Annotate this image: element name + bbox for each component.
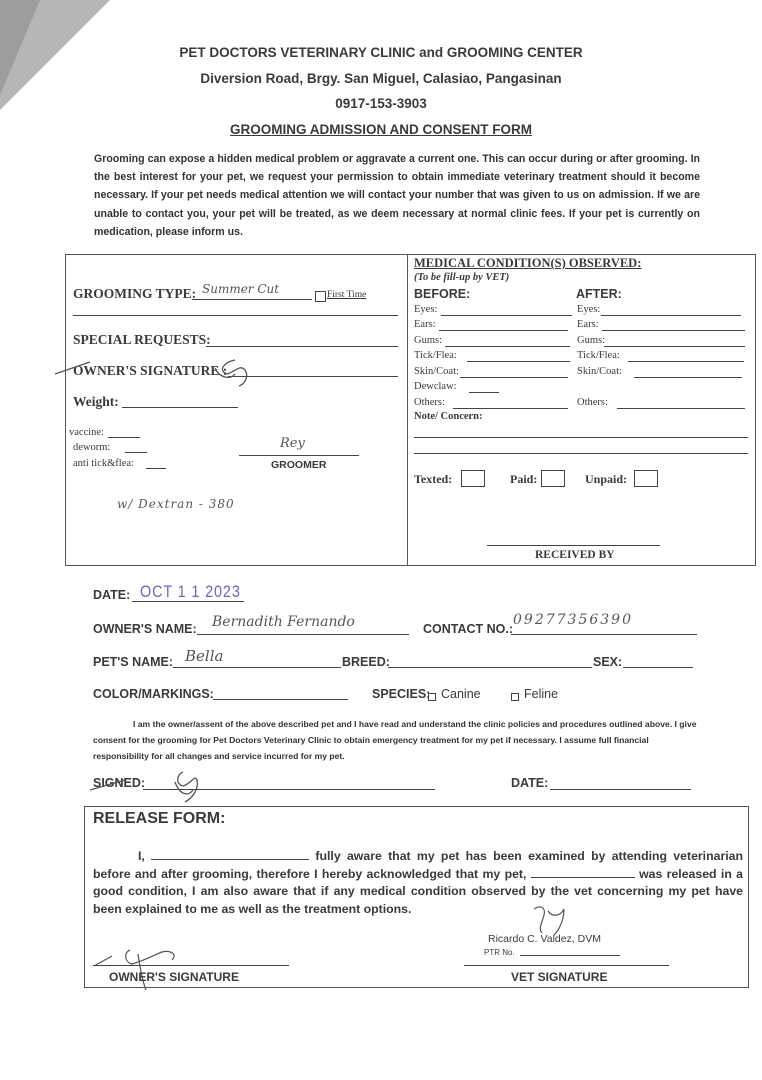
unpaid-label: Unpaid: xyxy=(585,472,628,486)
note-line-2 xyxy=(414,453,748,454)
pet-name-value: Bella xyxy=(185,647,224,665)
after-item-line xyxy=(628,361,744,362)
after-item-line xyxy=(601,315,741,316)
pet-name-line xyxy=(173,667,341,668)
before-item-line xyxy=(469,392,499,393)
owner-release-line xyxy=(93,965,289,966)
first-time-checkbox[interactable] xyxy=(315,288,326,306)
release-text-1: I, xyxy=(138,849,145,863)
after-label: AFTER: xyxy=(576,287,622,301)
weight-label: Weight: xyxy=(73,394,119,409)
before-item-label: Skin/Coat: xyxy=(414,366,459,377)
release-text-3: was released in a good condition, I am also aware that if any medical condition observed by the vet concerning my pet have been explained to me as well as the treatment options. xyxy=(93,866,743,916)
paid-label: Paid: xyxy=(510,472,538,486)
date2-label: DATE: xyxy=(511,776,549,790)
before-item-label: Others: xyxy=(414,397,445,408)
owner-name-value: Bernadith Fernando xyxy=(212,614,355,630)
vaccine-label: vaccine: xyxy=(69,427,104,438)
grooming-note: w/ Dextran - 380 xyxy=(117,497,235,511)
first-time-label: First Time xyxy=(327,290,367,300)
before-item-line xyxy=(453,408,568,409)
vet-sig-line xyxy=(464,965,669,966)
release-paragraph xyxy=(93,848,743,918)
grooming-extra-line xyxy=(73,315,398,316)
ptr-line xyxy=(520,955,620,956)
signed-label: SIGNED: xyxy=(93,776,146,790)
before-item-label: Dewclaw: xyxy=(414,381,457,392)
groomer-line xyxy=(239,455,359,456)
groomer-name: Rey xyxy=(280,436,305,451)
after-item-label: Others: xyxy=(577,397,608,408)
date-label: DATE: xyxy=(93,588,131,602)
special-requests-line xyxy=(206,346,398,347)
breed-line xyxy=(388,667,592,668)
release-pet-blank xyxy=(531,877,635,878)
medical-subtitle: (To be fill-up by VET) xyxy=(414,272,510,283)
anti-tick-line xyxy=(146,468,166,469)
vaccine-line xyxy=(108,437,140,438)
after-item-line xyxy=(617,408,745,409)
after-item-label: Tick/Flea: xyxy=(577,350,620,361)
received-by-label: RECEIVED BY xyxy=(535,549,615,561)
ptr-label: PTR No. xyxy=(484,948,515,957)
after-item-label: Gums: xyxy=(577,335,606,346)
breed-label: BREED: xyxy=(342,655,390,669)
release-title: RELEASE FORM: xyxy=(93,810,226,827)
form-title: GROOMING ADMISSION AND CONSENT FORM xyxy=(230,122,532,137)
paid-checkbox[interactable] xyxy=(541,470,565,487)
intro-paragraph: Grooming can expose a hidden medical problem or aggravate a current one. This can occur during or after grooming. In the best interest for your pet, we request your permission to obtain immediate veterinary treatment should it become necessary. If your pet needs medical attention we will contact your number that was given to us on admission. If we are unable to contact you, your pet will be treated, as we deem necessary at normal clinic fees. If your pet is currently on medication, please inform us. xyxy=(94,153,700,238)
anti-tick-label: anti tick&flea: xyxy=(73,458,134,469)
owner-signature-label: OWNER'S SIGNATURE : xyxy=(73,363,228,378)
clinic-address: Diversion Road, Brgy. San Miguel, Calasiao, Pangasinan xyxy=(200,71,562,86)
canine-checkbox[interactable] xyxy=(428,688,436,706)
owner-signature-scribble xyxy=(50,352,270,392)
vet-sig-label: VET SIGNATURE xyxy=(511,970,608,984)
weight-line xyxy=(122,407,238,408)
contact-value: 09277356390 xyxy=(513,612,633,628)
before-item-label: Ears: xyxy=(414,319,436,330)
medical-title: MEDICAL CONDITION(S) OBSERVED: xyxy=(414,256,642,270)
after-item-line xyxy=(604,346,745,347)
sex-label: SEX: xyxy=(593,655,623,669)
before-item-line xyxy=(467,361,570,362)
owner-name-label: OWNER'S NAME: xyxy=(93,622,197,636)
consent-paragraph: I am the owner/assent of the above described pet and I have read and understand the clinic policies and procedures outlined above. I give consent for the grooming for Pet Doctors Veterinary Clinic to obtain emergency treatment for my pet if necessary. I assume full financial responsibility for all changes and service incurred for my pet. xyxy=(93,719,697,761)
feline-checkbox[interactable] xyxy=(511,688,519,706)
received-by-line xyxy=(487,545,660,546)
before-item-line xyxy=(460,377,568,378)
special-requests-label: SPECIAL REQUESTS: xyxy=(73,332,211,347)
note-line-1 xyxy=(414,437,748,438)
after-item-label: Eyes: xyxy=(577,304,601,315)
after-item-line xyxy=(634,377,742,378)
grooming-type-value: Summer Cut xyxy=(202,282,280,296)
contact-label: CONTACT NO.: xyxy=(423,622,514,636)
before-item-label: Eyes: xyxy=(414,304,438,315)
clinic-name: PET DOCTORS VETERINARY CLINIC and GROOMING CENTER xyxy=(179,45,583,60)
before-item-line xyxy=(441,315,572,316)
texted-label: Texted: xyxy=(414,472,453,486)
signed-signature xyxy=(85,762,225,807)
sex-line xyxy=(623,667,693,668)
release-text-2: fully aware that my pet has been examined by attending veterinarian before and after grooming, therefore I hereby acknowledged that my pet, xyxy=(93,849,744,881)
owner-sig-label: OWNER'S SIGNATURE xyxy=(109,970,239,984)
after-item-line xyxy=(602,330,745,331)
date-stamp: OCT 1 1 2023 xyxy=(140,582,241,601)
canine-label: Canine xyxy=(441,687,481,701)
date2-line xyxy=(550,789,691,790)
grooming-type-line xyxy=(192,299,312,300)
texted-checkbox[interactable] xyxy=(461,470,485,487)
unpaid-checkbox[interactable] xyxy=(634,470,658,487)
vet-name: Ricardo C. Valdez, DVM xyxy=(488,933,602,945)
owner-release-signature xyxy=(90,940,200,995)
note-concern-label: Note/ Concern: xyxy=(414,411,483,422)
after-item-label: Ears: xyxy=(577,319,599,330)
species-label: SPECIES: xyxy=(372,687,431,701)
deworm-line xyxy=(125,452,147,453)
before-item-line xyxy=(439,330,568,331)
grooming-type-label: GROOMING TYPE: xyxy=(73,286,197,301)
contact-line xyxy=(511,634,697,635)
after-item-label: Skin/Coat: xyxy=(577,366,622,377)
before-item-label: Gums: xyxy=(414,335,443,346)
deworm-label: deworm: xyxy=(73,442,111,453)
owner-name-line xyxy=(197,634,409,635)
release-name-blank xyxy=(151,859,309,860)
before-item-line xyxy=(445,346,570,347)
color-label: COLOR/MARKINGS: xyxy=(93,687,214,701)
clinic-phone: 0917-153-3903 xyxy=(335,96,427,111)
color-line xyxy=(213,699,348,700)
pet-name-label: PET'S NAME: xyxy=(93,655,174,669)
before-item-label: Tick/Flea: xyxy=(414,350,457,361)
feline-label: Feline xyxy=(524,687,559,701)
groomer-label: GROOMER xyxy=(271,459,327,471)
before-label: BEFORE: xyxy=(414,287,471,301)
